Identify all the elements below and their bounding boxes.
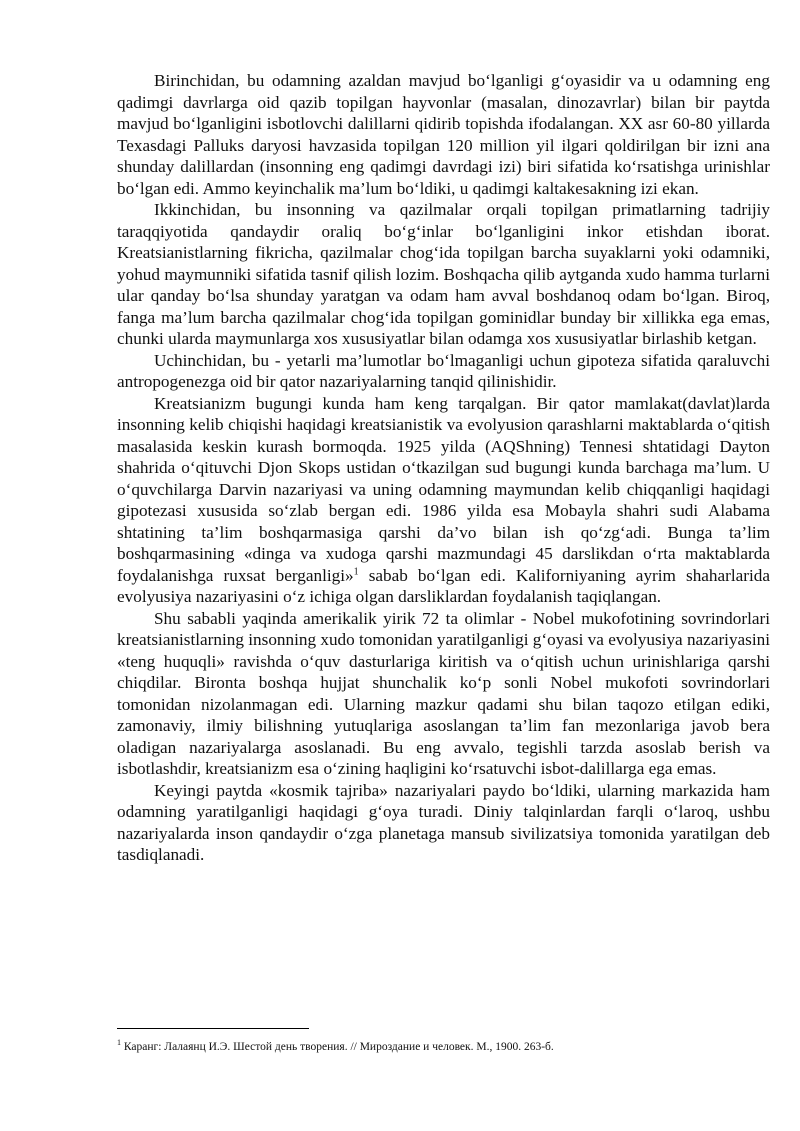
body-text xyxy=(117,70,770,866)
paragraph-4 xyxy=(117,393,770,608)
paragraph-text: Shu sababli yaqinda amerikalik yirik 72 ta olimlar - Nobel mukofotining sovrindorlari kreatsianistlarning insonning xudo tomonidan yaratilganligi g‘oyasi va evolyusiya nazariyasini «teng huquqli» ravishda o‘quv dasturlariga kiritish va o‘qitish uchun urinishlariga qarshi chiqdilar. Bironta boshqa hujjat shunchalik ko‘p sonli Nobel mukofoti sovrindorlari tomonidan nizolanmagan edi. Ularning mazkur qadami shu bilan taqozo etilgan ediki, zamonaviy, ilmiy bilishning yutuqlariga asoslangan ta’lim fan mezonlariga javob bera oladigan nazariyalarga asoslanadi. Bu eng avvalo, tegishli tarzda asoslab berish va isbotlashdir, kreatsianizm esa o‘zining haqligini ko‘rsatuvchi isbot-dalillarga ega emas. xyxy=(117,608,770,778)
footnote-separator xyxy=(117,1028,309,1029)
paragraph-text: Ikkinchidan, bu insonning va qazilmalar orqali topilgan primatlarning tadrijiy taraqqiyotida qandaydir oraliq bo‘g‘inlar bo‘lganligini inkor etishdan iborat. Kreatsianistlarning fikricha, qazilmalar chog‘ida topilgan barcha suyaklarni yoki odamniki, yohud maymunniki sifatida tasnif qilish lozim. Boshqacha qilib aytganda xudo hamma turlarni ular qanday bo‘lsa shunday yaratgan va odam ham avval boshdanoq odam bo‘lgan. Biroq, fanga ma’lum barcha qazilmalar chog‘ida topilgan gominidlar bunday bir xillikka ega emas, chunki ularda maymunlarga xos xususiyatlar bilan odamga xos xususiyatlar birlashib ketgan. xyxy=(117,200,770,348)
paragraph-text-tail: sabab bo‘lgan edi. Kaliforniyaning ayrim shaharlarida evolyusiya nazariyasini o‘z ichiga olgan darsliklardan foydalanish taqiqlangan. xyxy=(117,565,770,606)
footnote xyxy=(117,1040,770,1054)
paragraph-text: Keyingi paytda «kosmik tajriba» nazariyalari paydo bo‘ldiki, ularning markazida ham odamning yaratilganligi haqidagi g‘oya turadi. Diniy talqinlardan farqli o‘laroq, ushbu nazariyalarda inson qandaydir o‘zga planetaga mansub sivilizatsiya tomonida yaratilgan deb tasdiqlanadi. xyxy=(117,780,770,864)
footnote-text: Каранг: Лалаянц И.Э. Шестой день творения. // Мироздание и человек. М., 1900. 263-б. xyxy=(121,1041,554,1053)
paragraph-2 xyxy=(117,199,770,350)
paragraph-5 xyxy=(117,608,770,780)
paragraph-text: Birinchidan, bu odamning azaldan mavjud bo‘lganligi g‘oyasidir va u odamning eng qadimgi davrlarga oid qazib topilgan hayvonlar (masalan, dinozavrlar) bilan bir paytda mavjud bo‘lganligini isbotlovchi dalillarni qidirib topishda ifodalangan. XX asr 60-80 yillarda Texasdagi Palluks daryosi havzasida topilgan 120 million yil ilgari qoldirilgan bir izni ana shunday dalillardan (insonning eng qadimgi davrdagi izi) biri sifatida ko‘rsatishga urinishlar bo‘lgan edi. Ammo keyinchalik ma’lum bo‘ldiki, u qadimgi kaltakesakning izi ekan. xyxy=(117,71,770,198)
paragraph-text: Kreatsianizm bugungi kunda ham keng tarqalgan. Bir qator mamlakat(davlat)larda insonning kelib chiqishi haqidagi kreatsianistik va evolyusion qarashlarni maktablarda o‘qitish masalasida keskin kurash bormoqda. 1925 yilda (AQShning) Tennesi shtatidagi Dayton shahrida o‘qituvchi Djon Skops ustidan o‘tkazilgan sud bugungi kunda barchaga ma’lum. U o‘quvchilarga Darvin nazariyasi va uning odamning maymundan kelib chiqqanligi haqidagi gipotezasi xususida so‘zlab bergan edi. 1986 yilda esa Mobayla shahri sudi Alabama shtatining ta’lim boshqarmasiga qarshi da’vo bilan ish qo‘zg‘adi. Bunga ta’lim boshqarmasining «dinga va xudoga qarshi mazmundagi 45 darslikdan o‘rta maktablarda foydalanishga ruxsat berganligi» xyxy=(117,393,770,585)
paragraph-3 xyxy=(117,350,770,393)
footnote-reference[interactable]: 1 xyxy=(353,565,359,577)
paragraph-6 xyxy=(117,780,770,866)
paragraph-text: Uchinchidan, bu - yetarli ma’lumotlar bo‘lmaganligi uchun gipoteza sifatida qaraluvchi antropogenezga oid bir qator nazariyalarning tanqid qilinishidir. xyxy=(117,350,770,391)
paragraph-1 xyxy=(117,70,770,199)
footnote-mark: 1 xyxy=(117,1038,121,1048)
